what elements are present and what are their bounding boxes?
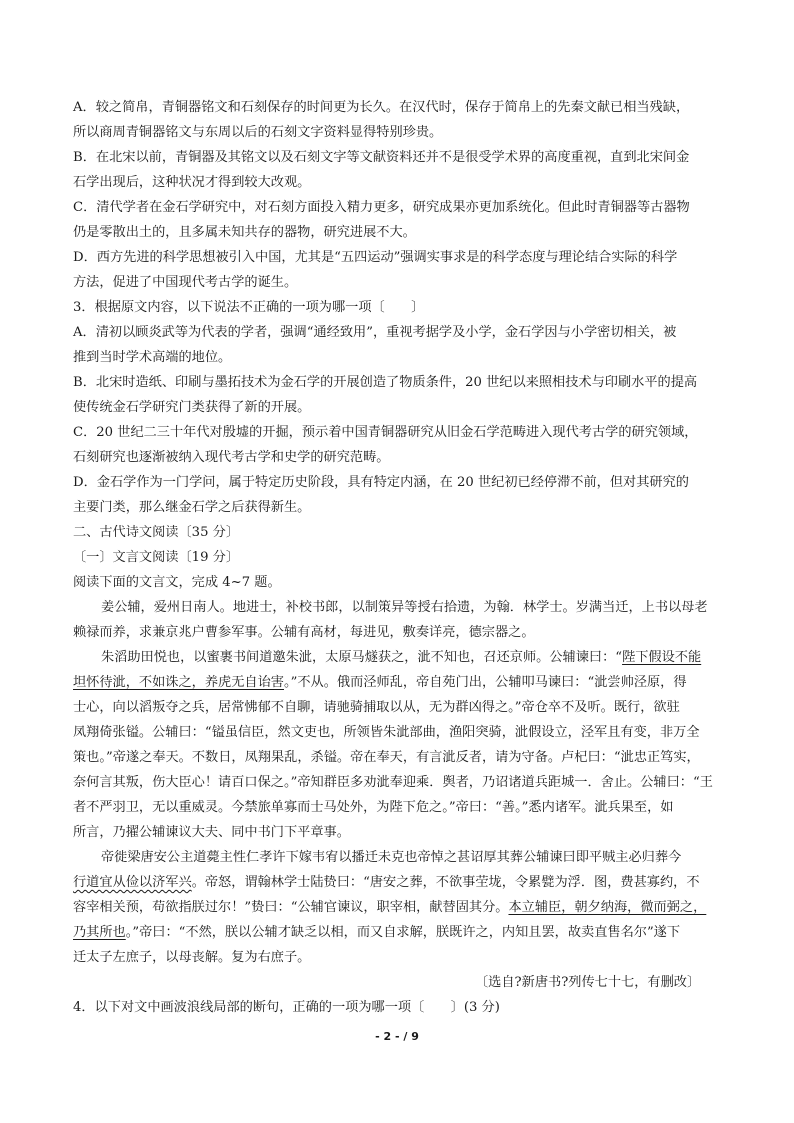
passage-p2-line-6: 奈何言其叛，伤大臣心！请百口保之。”帝知群臣多劝泚奉迎乘．舆者，乃诏诸道兵距城一．舍止。公辅曰：“王 [73,775,713,790]
q3-option-d-line-2: 主要门类，那么继金石学之后获得新生。 [73,500,311,515]
option-c-line-1: C．清代学者在金石学研究中，对石刻方面投入精力更多，研究成果亦更加系统化。但此时青铜器等古器物 [73,200,690,215]
q3-option-c-line-2: 石刻研究也逐渐被纳入现代考古学和史学的研究范畴。 [73,450,390,465]
option-d-line-2: 方法，促进了中国现代考古学的诞生。 [73,275,298,290]
passage-p2-line-3: 士心，向以滔叛夺之兵，居常怫郁不自聊，请驰骑捕取以从，无为群凶得之。”帝仓卒不及听。既行，欲驻 [73,700,680,715]
passage-p2-line-4: 凤翔倚张镒。公辅曰：“镒虽信臣，然文吏也，所领皆朱泚部曲，渔阳突骑，泚假设立，泾军且有变，非万全 [73,725,700,740]
reading-instruction: 阅读下面的文言文，完成 4~7 题。 [73,575,281,590]
q3-option-c-line-1: C．20 世纪二三十年代对殷墟的开掘，预示着中国青铜器研究从旧金石学范畴进入现代考古学的研究领域， [73,425,698,440]
subsection-heading: 〔一〕文言文阅读〔19 分〕 [73,550,240,565]
option-a-line-2: 所以商周青铜器铭文与东周以后的石刻文字资料显得特别珍贵。 [73,125,443,140]
page-number: - 2 - / 9 [375,1030,419,1043]
option-b-line-2: 石学出现后，这种状况才得到较大改观。 [73,175,311,190]
passage-p3-line-3: 容宰相关预，苟欲指朕过尔！”贽曰：“公辅官谏议，职宰相，献替固其分。本立辅臣，朝夕纳海，微而弼之， [73,900,707,915]
question-3: 3．根据原文内容，以下说法不正确的一项为哪一项〔 〕 [73,300,425,315]
option-d-line-1: D．西方先进的科学思想被引入中国，尤其是“五四运动”强调实事求是的科学态度与理论结合实际的科学 [73,250,678,265]
option-a-line-1: A．较之简帛，青铜器铭文和石刻保存的时间更为长久。在汉代时，保存于简帛上的先秦文献已相当残缺， [73,100,690,115]
passage-p2-line-5: 策也。”帝遂之奉天。不数日，凤翔果乱，杀镒。帝在奉天，有言泚反者，请为守备。卢杞曰：“泚忠正笃实， [73,750,700,765]
question-4: 4．以下对文中画波浪线局部的断句，正确的一项为哪一项〔 〕(3 分) [73,1000,500,1015]
q3-option-b-line-1: B．北宋时造纸、印刷与墨拓技术为金石学的开展创造了物质条件，20 世纪以来照相技术与印刷水平的提高 [73,375,698,390]
passage-p2-line-2: 坦怀待泚，不如诛之，养虎无自诒害。”不从。俄而泾师乱，帝自苑门出，公辅叩马谏曰：“泚尝帅泾原，得 [73,675,687,690]
underlined-sentence-1b: 坦怀待泚，不如诛之，养虎无自诒害 [73,675,284,690]
q3-option-a-line-2: 推到当时学术高端的地位。 [73,350,232,365]
passage-p3-line-1: 帝徙梁唐安公主道薨主性仁孝许下嫁韦宥以播迁未克也帝悼之甚诏厚其葬公辅谏曰即平贼主必归葬今 [101,850,682,865]
passage-p2-line-8: 所言，乃擢公辅谏议大夫、同中书门下平章事。 [73,825,350,840]
section-heading: 二、古代诗文阅读〔35 分〕 [73,525,240,540]
passage-p1-line-2: 赖禄而养，求兼京兆户曹参军事。公辅有高材，每进见，敷奏详亮，德宗器之。 [73,625,535,640]
underlined-sentence-1a: 陛下假设不能 [622,650,702,665]
passage-p1-line-1: 姜公辅，爱州日南人。地进士，补校书郎，以制策异等授右拾遗，为翰．林学士。岁满当迁，上书以母老 [101,600,708,615]
option-b-line-1: B．在北宋以前，青铜器及其铭文以及石刻文字等文献资料还并不是很受学术界的高度重视，直到北宋间金 [73,150,690,165]
passage-p2-line-1: 朱滔助田悦也，以蜜裹书间道邀朱泚，太原马燧获之，泚不知也，召还京师。公辅谏曰：“陛下假设不能 [101,650,702,665]
passage-p3-line-2: 行道宜从俭以济军兴。帝怒，谓翰林学士陆贽曰：“唐安之葬，不欲事茔垅，令累甓为浮．图，费甚寡约，不 [73,875,700,890]
passage-p2-line-7: 者不严羽卫，无以重威灵。今禁旅单寡而士马处外，为陛下危之。”帝曰：“善。”悉内诸军。泚兵果至，如 [73,800,674,815]
option-c-line-2: 仍是零散出土的，且多属未知共存的器物，研究进展不大。 [73,225,416,240]
source-citation: 〔选自?新唐书?列传七十七，有删改〕 [475,975,701,990]
q3-option-d-line-1: D．金石学作为一门学问，属于特定历史阶段，具有特定内涵，在 20 世纪初已经停滞不前，但对其研究的 [73,475,689,490]
passage-p3-line-4: 乃其所也。”帝曰：“不然，朕以公辅才缺乏以相，而又自求解，朕既许之，内知且罢，故卖直售名尔”遂下 [73,925,681,940]
q3-option-a-line-1: A．清初以顾炎武等为代表的学者，强调“通经致用”，重视考据学及小学，金石学因与小学密切相关，被 [73,325,677,340]
wavy-underlined-text: 行道宜从俭以济军兴 [73,875,192,890]
q3-option-b-line-2: 使传统金石学研究门类获得了新的开展。 [73,400,311,415]
passage-p3-line-5: 迁太子左庶子，以母丧解。复为右庶子。 [73,950,311,965]
underlined-sentence-2b: 乃其所也 [73,925,126,940]
underlined-sentence-2a: 本立辅臣，朝夕纳海，微而弼之， [508,900,707,915]
